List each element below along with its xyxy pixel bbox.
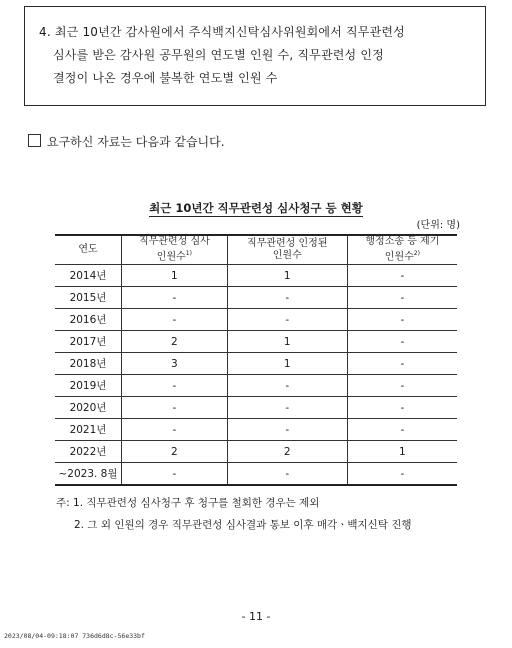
table-row (55, 419, 457, 441)
header-review-count: 직무관련성 심사 인원수$^{1)}$ (122, 235, 228, 265)
question-box (24, 6, 486, 106)
cell-c3: - (347, 375, 457, 397)
cell-c2: 1 (227, 353, 347, 375)
cell-c3: - (347, 331, 457, 353)
question-line-1: 4. 최근 10년간 감사원에서 주식백지신탁심사위원회에서 직무관련성 (39, 25, 405, 39)
cell-year: 2022년 (55, 441, 122, 463)
cell-c3: - (347, 287, 457, 309)
cell-c1: - (122, 419, 228, 441)
header-lawsuit-count: 행정소송 등 제기 인원수$^{2)}$ (347, 235, 457, 265)
cell-c2: - (227, 309, 347, 331)
cell-c2: 1 (227, 331, 347, 353)
cell-c2: - (227, 287, 347, 309)
cell-c2: - (227, 463, 347, 486)
cell-c3: - (347, 309, 457, 331)
table-title: 최근 10년간 직무관련성 심사청구 등 현황 (149, 201, 363, 215)
table-header-row (55, 235, 457, 265)
table-row (55, 331, 457, 353)
cell-c1: - (122, 309, 228, 331)
cell-c3: - (347, 419, 457, 441)
cell-c1: - (122, 287, 228, 309)
cell-c1: - (122, 463, 228, 486)
footnote-2: 2. 그 외 인원의 경우 직무관련성 심사결과 통보 이후 매각ㆍ백지신탁 진행 (74, 519, 412, 531)
cell-year: 2019년 (55, 375, 122, 397)
table-row (55, 309, 457, 331)
header-year: 연도 (55, 235, 122, 265)
table-row (55, 375, 457, 397)
table-row (55, 265, 457, 287)
cell-c1: - (122, 375, 228, 397)
question-line-2: 심사를 받은 감사원 공무원의 연도별 인원 수, 직무관련성 인정 (53, 48, 384, 62)
cell-c2: 1 (227, 265, 347, 287)
cell-year: 2015년 (55, 287, 122, 309)
cell-c1: 1 (122, 265, 228, 287)
cell-year: 2017년 (55, 331, 122, 353)
cell-c3: - (347, 463, 457, 486)
cell-c2: - (227, 375, 347, 397)
intro-text: 요구하신 자료는 다음과 같습니다. (47, 135, 225, 149)
cell-year: 2020년 (55, 397, 122, 419)
table-row (55, 287, 457, 309)
cell-c3: - (347, 265, 457, 287)
question-line-3: 결정이 나온 경우에 불복한 연도별 인원 수 (53, 71, 278, 85)
cell-c1: 3 (122, 353, 228, 375)
table-row (55, 397, 457, 419)
print-stamp: 2023/08/04-09:18:07 736d6d8c-56e33bf (4, 632, 145, 640)
cell-c3: - (347, 353, 457, 375)
unit-label: (단위: 명) (416, 220, 460, 231)
cell-c1: - (122, 397, 228, 419)
cell-year: 2021년 (55, 419, 122, 441)
footnotes (56, 492, 412, 536)
table-row (55, 353, 457, 375)
footnote-1: 주: 1. 직무관련성 심사청구 후 청구를 철회한 경우는 제외 (56, 497, 320, 509)
table-row (55, 463, 457, 486)
cell-c2: - (227, 397, 347, 419)
cell-c2: - (227, 419, 347, 441)
cell-c1: 2 (122, 441, 228, 463)
cell-year: 2018년 (55, 353, 122, 375)
table-row (55, 441, 457, 463)
cell-year: 2016년 (55, 309, 122, 331)
page-number: - 11 - (241, 610, 271, 623)
cell-c3: 1 (347, 441, 457, 463)
cell-year: 2014년 (55, 265, 122, 287)
cell-c1: 2 (122, 331, 228, 353)
statistics-table (55, 234, 457, 486)
square-bullet-icon (28, 134, 41, 147)
header-recognized-count: 직무관련성 인정된 인원수 (227, 235, 347, 265)
intro-statement (28, 133, 225, 150)
cell-c2: 2 (227, 441, 347, 463)
cell-c3: - (347, 397, 457, 419)
cell-year: ~2023. 8월 (55, 463, 122, 486)
